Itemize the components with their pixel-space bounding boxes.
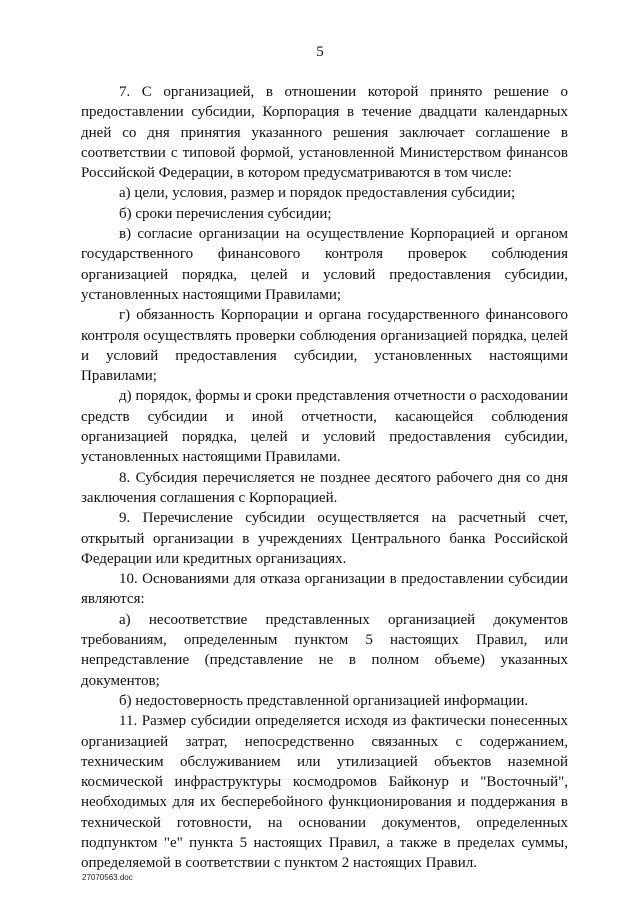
paragraph-7: 7. С организацией, в отношении которой принято решение о предоставлении субсидии, Корпорация в течение двадцати календарных дней со дня принятия указанного решения заключает соглашение в соответствии с типовой формой, установленной Министерством финансов Российской Федерации, в котором предусматриваются в том числе: [81, 84, 568, 182]
paragraph-7d: д) порядок, формы и сроки представления отчетности о расходовании средств субсидии и иной отчетности, касающейся соблюдения организацией порядка, целей и условий предоставления субсидии, установленных настоящими Правилами. [81, 388, 568, 466]
document-body [81, 82, 568, 874]
paragraph-7v: в) согласие организации на осуществление Корпорацией и органом государственного финансового контроля проверок соблюдения организацией порядка, целей и условий предоставления субсидии, установленных настоящими Правилами; [81, 226, 568, 303]
paragraph-7g: г) обязанность Корпорации и органа государственного финансового контроля осуществлять проверки соблюдения организацией порядка, целей и условий предоставления субсидии, установленных настоящими Правилами; [81, 307, 568, 385]
document-file-id: 27070563.doc [82, 873, 133, 882]
paragraph-8: 8. Субсидия перечисляется не позднее десятого рабочего дня со дня заключения соглашения с Корпорацией. [81, 469, 568, 506]
page-number: 5 [316, 44, 324, 60]
paragraph-7b: б) сроки перечисления субсидии; [119, 205, 332, 222]
paragraph-9: 9. Перечисление субсидии осуществляется на расчетный счет, открытый организации в учреждениях Центрального банка Российской Федерации или кредитных организациях. [81, 510, 568, 567]
paragraph-10: 10. Основаниями для отказа организации в предоставлении субсидии являются: [81, 571, 568, 608]
paragraph-7a: а) цели, условия, размер и порядок предоставления субсидии; [119, 185, 516, 202]
paragraph-11: 11. Размер субсидии определяется исходя из фактически понесенных организацией затрат, непосредственно связанных с содержанием, техническим обслуживанием или утилизацией объектов наземной космической инфраструктуры космодромов Байконур и "Восточный", необходимых для их бесперебойного функционирования и поддержания в технической готовности, на основании документов, определенных подпунктом "е" пункта 5 настоящих Правил, а также в пределах суммы, определяемой в соответствии с пунктом 2 настоящих Правил. [81, 713, 568, 872]
paragraph-10a: а) несоответствие представленных организацией документов требованиям, определенным пунктом 5 настоящих Правил, или непредставление (представление не в полном объеме) указанных документов; [81, 611, 568, 689]
paragraph-10b: б) недостоверность представленной организацией информации. [119, 692, 529, 709]
